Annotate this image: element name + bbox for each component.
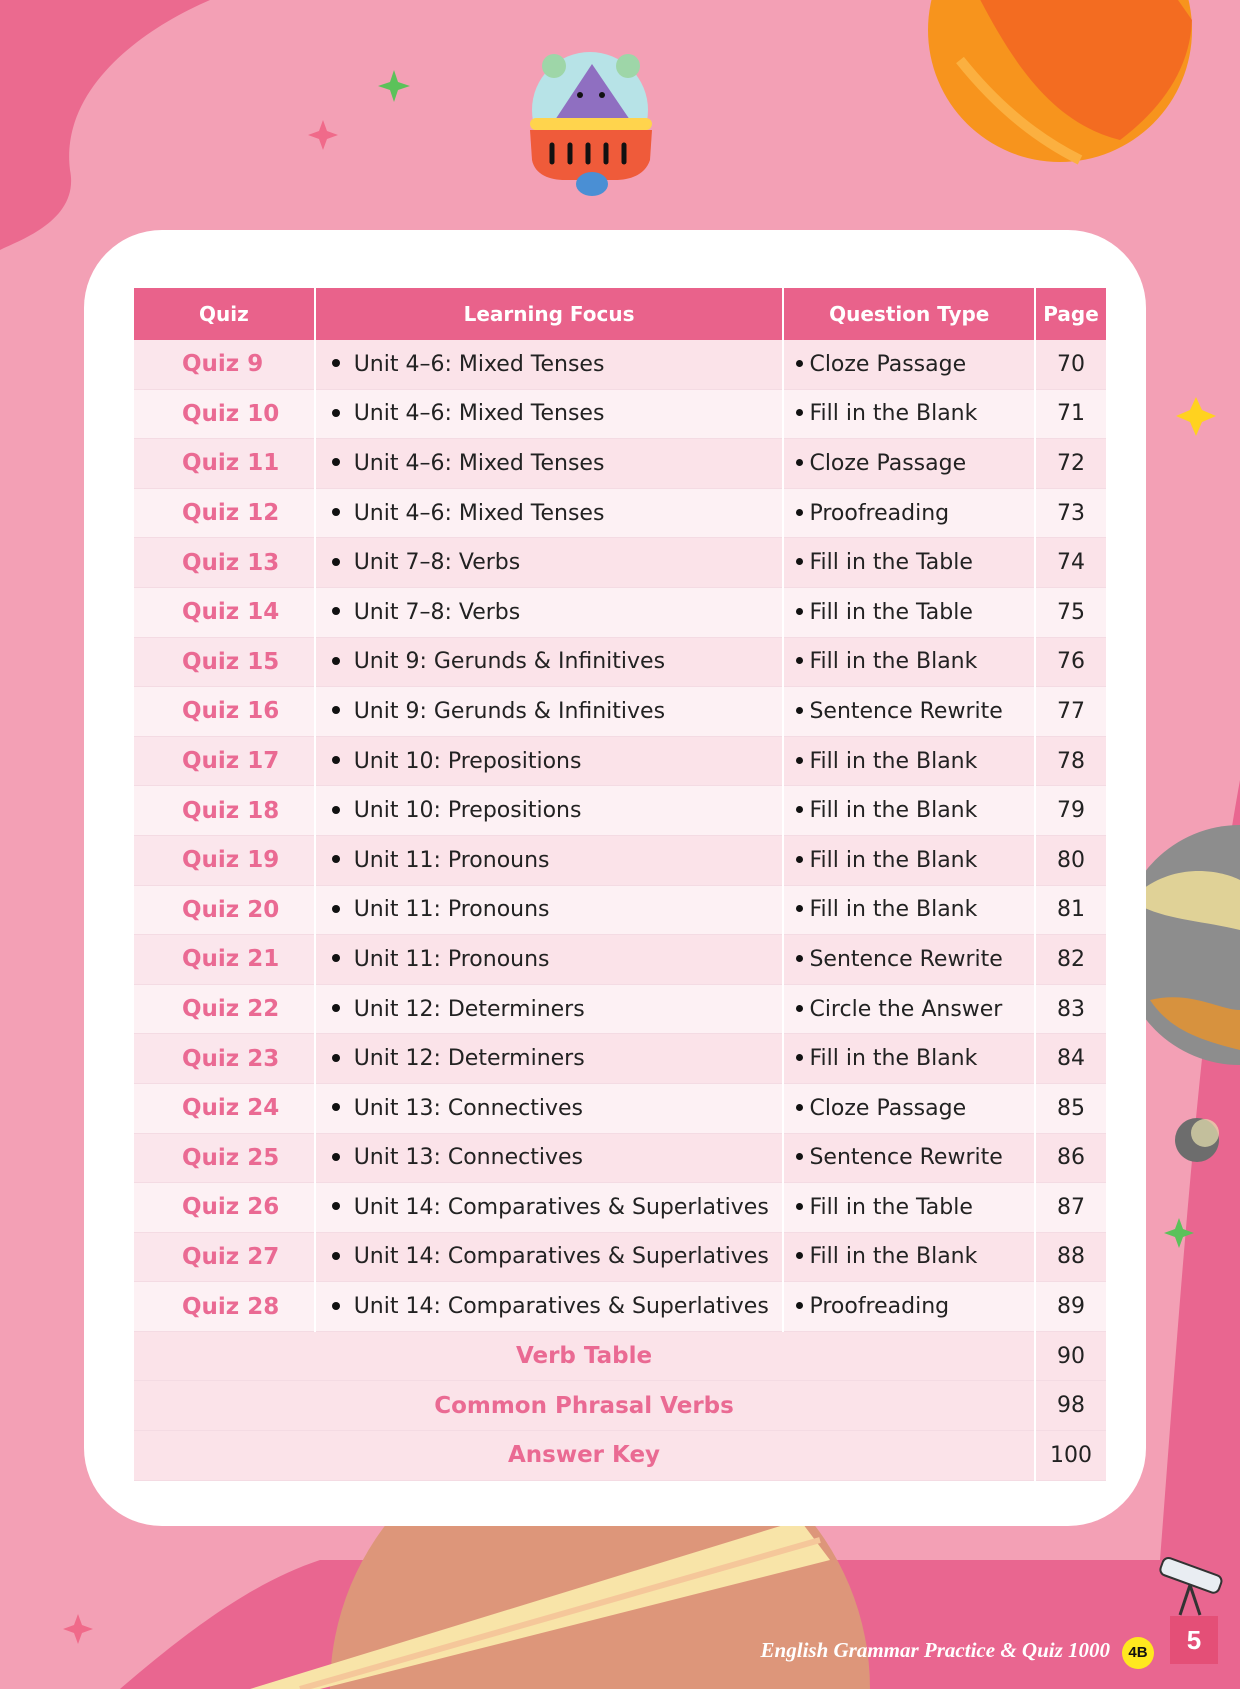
table-row xyxy=(134,786,1106,836)
quiz-label: Quiz 20 xyxy=(134,886,314,936)
bullet-icon xyxy=(332,359,340,367)
learning-focus-cell xyxy=(316,1034,783,1084)
learning-focus-text: Unit 7–8: Verbs xyxy=(353,599,521,625)
page-cell: 81 xyxy=(1036,886,1106,936)
question-type-text: Sentence Rewrite xyxy=(809,1145,1003,1171)
question-type-text: Fill in the Blank xyxy=(809,897,978,923)
table-row xyxy=(134,985,1106,1035)
bullet-icon xyxy=(796,757,803,764)
question-type-cell xyxy=(784,1282,1034,1332)
bullet-icon xyxy=(332,905,340,913)
quiz-label: Quiz 19 xyxy=(134,836,314,886)
question-type-cell xyxy=(784,489,1034,539)
learning-focus-text: Unit 12: Determiners xyxy=(353,996,585,1022)
page-cell: 79 xyxy=(1036,786,1106,836)
page-cell: 75 xyxy=(1036,588,1106,638)
question-type-text: Fill in the Blank xyxy=(809,1046,978,1072)
question-type-text: Sentence Rewrite xyxy=(809,946,1003,972)
bullet-icon xyxy=(332,1004,340,1012)
bullet-icon xyxy=(332,756,340,764)
quiz-label: Quiz 22 xyxy=(134,985,314,1035)
question-type-text: Fill in the Blank xyxy=(809,748,978,774)
bullet-icon xyxy=(332,1252,340,1260)
bullet-icon xyxy=(332,508,340,516)
quiz-label: Quiz 11 xyxy=(134,439,314,489)
table-row xyxy=(134,489,1106,539)
table-header-row xyxy=(134,288,1106,340)
learning-focus-text: Unit 10: Prepositions xyxy=(353,798,582,824)
bullet-icon xyxy=(796,1153,803,1160)
learning-focus-cell xyxy=(316,985,783,1035)
bullet-icon xyxy=(796,955,803,962)
bullet-icon xyxy=(332,806,340,814)
question-type-cell xyxy=(784,638,1034,688)
question-type-text: Fill in the Table xyxy=(809,550,973,576)
question-type-cell xyxy=(784,588,1034,638)
bullet-icon xyxy=(332,458,340,466)
question-type-cell xyxy=(784,1233,1034,1283)
quiz-label: Quiz 10 xyxy=(134,390,314,440)
learning-focus-text: Unit 9: Gerunds & Infinitives xyxy=(353,698,666,724)
header-question-type: Question Type xyxy=(784,288,1034,340)
table-row-extra xyxy=(134,1332,1106,1382)
learning-focus-text: Unit 14: Comparatives & Superlatives xyxy=(353,1244,769,1270)
bullet-icon xyxy=(332,607,340,615)
question-type-cell xyxy=(784,836,1034,886)
question-type-cell xyxy=(784,935,1034,985)
learning-focus-cell xyxy=(316,439,783,489)
question-type-cell xyxy=(784,786,1034,836)
table-row-extra xyxy=(134,1381,1106,1431)
learning-focus-text: Unit 11: Pronouns xyxy=(353,946,550,972)
question-type-cell xyxy=(784,439,1034,489)
learning-focus-cell xyxy=(316,1134,783,1184)
table-row xyxy=(134,737,1106,787)
page-cell: 87 xyxy=(1036,1183,1106,1233)
learning-focus-cell xyxy=(316,638,783,688)
bullet-icon xyxy=(796,409,803,416)
page-cell: 76 xyxy=(1036,638,1106,688)
table-row xyxy=(134,886,1106,936)
question-type-cell xyxy=(784,390,1034,440)
question-type-cell xyxy=(784,1183,1034,1233)
question-type-text: Fill in the Blank xyxy=(809,847,978,873)
bullet-icon xyxy=(796,608,803,615)
bullet-icon xyxy=(332,706,340,714)
page-cell: 90 xyxy=(1036,1332,1106,1382)
top-left-wave xyxy=(0,0,210,250)
table-row-extra xyxy=(134,1431,1106,1481)
star-icon xyxy=(63,1614,93,1644)
page-cell: 100 xyxy=(1036,1431,1106,1481)
bullet-icon xyxy=(796,1054,803,1061)
bullet-icon xyxy=(332,1103,340,1111)
star-icon xyxy=(308,120,338,150)
learning-focus-text: Unit 13: Connectives xyxy=(353,1145,583,1171)
question-type-text: Fill in the Blank xyxy=(809,798,978,824)
bullet-icon xyxy=(332,1202,340,1210)
table-row xyxy=(134,687,1106,737)
question-type-text: Fill in the Blank xyxy=(809,649,978,675)
star-icon xyxy=(378,70,410,102)
learning-focus-text: Unit 7–8: Verbs xyxy=(353,550,521,576)
learning-focus-text: Unit 13: Connectives xyxy=(353,1095,583,1121)
bullet-icon xyxy=(332,1302,340,1310)
learning-focus-text: Unit 4–6: Mixed Tenses xyxy=(353,450,605,476)
learning-focus-cell xyxy=(316,687,783,737)
learning-focus-cell xyxy=(316,1183,783,1233)
learning-focus-text: Unit 14: Comparatives & Superlatives xyxy=(353,1294,769,1320)
question-type-text: Cloze Passage xyxy=(809,351,967,377)
page-number: 5 xyxy=(1170,1616,1218,1664)
learning-focus-cell xyxy=(316,489,783,539)
question-type-cell xyxy=(784,886,1034,936)
page-cell: 73 xyxy=(1036,489,1106,539)
learning-focus-text: Unit 4–6: Mixed Tenses xyxy=(353,500,605,526)
page-cell: 70 xyxy=(1036,340,1106,390)
bullet-icon xyxy=(796,1203,803,1210)
page-cell: 82 xyxy=(1036,935,1106,985)
table-row xyxy=(134,1084,1106,1134)
learning-focus-cell xyxy=(316,538,783,588)
table-row xyxy=(134,836,1106,886)
quiz-label: Quiz 27 xyxy=(134,1233,314,1283)
contents-table xyxy=(132,288,1108,1481)
bullet-icon xyxy=(796,558,803,565)
header-page: Page xyxy=(1036,288,1106,340)
quiz-label: Quiz 12 xyxy=(134,489,314,539)
book-title: English Grammar Practice & Quiz 1000 xyxy=(760,1638,1110,1662)
bullet-icon xyxy=(332,657,340,665)
learning-focus-cell xyxy=(316,390,783,440)
quiz-label: Quiz 18 xyxy=(134,786,314,836)
question-type-text: Fill in the Blank xyxy=(809,401,978,427)
table-row xyxy=(134,1183,1106,1233)
quiz-label: Quiz 28 xyxy=(134,1282,314,1332)
page-cell: 88 xyxy=(1036,1233,1106,1283)
bullet-icon xyxy=(332,855,340,863)
question-type-cell xyxy=(784,1084,1034,1134)
quiz-label: Quiz 13 xyxy=(134,538,314,588)
bullet-icon xyxy=(796,657,803,664)
learning-focus-cell xyxy=(316,1282,783,1332)
quiz-label: Quiz 14 xyxy=(134,588,314,638)
section-label: Common Phrasal Verbs xyxy=(134,1381,1034,1431)
bullet-icon xyxy=(332,1054,340,1062)
page-cell: 74 xyxy=(1036,538,1106,588)
question-type-cell xyxy=(784,1034,1034,1084)
learning-focus-cell xyxy=(316,836,783,886)
bullet-icon xyxy=(796,1302,803,1309)
question-type-text: Sentence Rewrite xyxy=(809,698,1003,724)
learning-focus-text: Unit 4–6: Mixed Tenses xyxy=(353,401,605,427)
section-label: Answer Key xyxy=(134,1431,1034,1481)
page-cell: 83 xyxy=(1036,985,1106,1035)
table-row xyxy=(134,1282,1106,1332)
learning-focus-cell xyxy=(316,737,783,787)
question-type-text: Proofreading xyxy=(809,500,950,526)
bullet-icon xyxy=(796,806,803,813)
question-type-cell xyxy=(784,1134,1034,1184)
bullet-icon xyxy=(796,1252,803,1259)
bullet-icon xyxy=(796,905,803,912)
table-row xyxy=(134,390,1106,440)
question-type-cell xyxy=(784,737,1034,787)
question-type-cell xyxy=(784,340,1034,390)
learning-focus-cell xyxy=(316,1233,783,1283)
star-icon xyxy=(1176,397,1216,436)
page-cell: 98 xyxy=(1036,1381,1106,1431)
page-cell: 85 xyxy=(1036,1084,1106,1134)
page-cell: 89 xyxy=(1036,1282,1106,1332)
table-row xyxy=(134,638,1106,688)
quiz-label: Quiz 17 xyxy=(134,737,314,787)
learning-focus-cell xyxy=(316,588,783,638)
section-label: Verb Table xyxy=(134,1332,1034,1382)
quiz-label: Quiz 9 xyxy=(134,340,314,390)
header-quiz: Quiz xyxy=(134,288,314,340)
question-type-cell xyxy=(784,687,1034,737)
table-row xyxy=(134,340,1106,390)
quiz-label: Quiz 15 xyxy=(134,638,314,688)
bullet-icon xyxy=(796,459,803,466)
bullet-icon xyxy=(332,409,340,417)
learning-focus-cell xyxy=(316,935,783,985)
question-type-text: Fill in the Blank xyxy=(809,1244,978,1270)
quiz-label: Quiz 24 xyxy=(134,1084,314,1134)
quiz-label: Quiz 16 xyxy=(134,687,314,737)
level-badge: 4B xyxy=(1122,1637,1154,1669)
page-cell: 77 xyxy=(1036,687,1106,737)
question-type-text: Circle the Answer xyxy=(809,996,1003,1022)
bullet-icon xyxy=(796,856,803,863)
table-row xyxy=(134,935,1106,985)
page-cell: 78 xyxy=(1036,737,1106,787)
quiz-label: Quiz 23 xyxy=(134,1034,314,1084)
page-cell: 72 xyxy=(1036,439,1106,489)
learning-focus-text: Unit 11: Pronouns xyxy=(353,897,550,923)
table-body xyxy=(134,340,1106,1481)
bullet-icon xyxy=(796,509,803,516)
page-cell: 84 xyxy=(1036,1034,1106,1084)
question-type-text: Cloze Passage xyxy=(809,1095,967,1121)
table-row xyxy=(134,1034,1106,1084)
page-cell: 80 xyxy=(1036,836,1106,886)
bullet-icon xyxy=(796,1104,803,1111)
bullet-icon xyxy=(796,1005,803,1012)
bullet-icon xyxy=(796,707,803,714)
question-type-text: Cloze Passage xyxy=(809,450,967,476)
bullet-icon xyxy=(796,360,803,367)
quiz-label: Quiz 21 xyxy=(134,935,314,985)
page-cell: 86 xyxy=(1036,1134,1106,1184)
learning-focus-cell xyxy=(316,786,783,836)
question-type-cell xyxy=(784,985,1034,1035)
learning-focus-text: Unit 12: Determiners xyxy=(353,1046,585,1072)
quiz-label: Quiz 25 xyxy=(134,1134,314,1184)
bullet-icon xyxy=(332,1153,340,1161)
learning-focus-text: Unit 4–6: Mixed Tenses xyxy=(353,351,605,377)
learning-focus-text: Unit 9: Gerunds & Infinitives xyxy=(353,649,666,675)
learning-focus-cell xyxy=(316,886,783,936)
question-type-text: Fill in the Table xyxy=(809,599,973,625)
learning-focus-text: Unit 10: Prepositions xyxy=(353,748,582,774)
bullet-icon xyxy=(332,558,340,566)
learning-focus-text: Unit 11: Pronouns xyxy=(353,847,550,873)
quiz-label: Quiz 26 xyxy=(134,1183,314,1233)
table-row xyxy=(134,588,1106,638)
learning-focus-cell xyxy=(316,340,783,390)
question-type-text: Proofreading xyxy=(809,1294,950,1320)
table-row xyxy=(134,1233,1106,1283)
page-cell: 71 xyxy=(1036,390,1106,440)
orange-planet-icon xyxy=(928,0,1192,162)
table-row xyxy=(134,439,1106,489)
question-type-text: Fill in the Table xyxy=(809,1194,973,1220)
question-type-cell xyxy=(784,538,1034,588)
bullet-icon xyxy=(332,954,340,962)
header-learning-focus: Learning Focus xyxy=(316,288,783,340)
table-row xyxy=(134,1134,1106,1184)
learning-focus-text: Unit 14: Comparatives & Superlatives xyxy=(353,1194,769,1220)
mascot-basket-icon xyxy=(530,52,652,196)
learning-focus-cell xyxy=(316,1084,783,1134)
table-row xyxy=(134,538,1106,588)
